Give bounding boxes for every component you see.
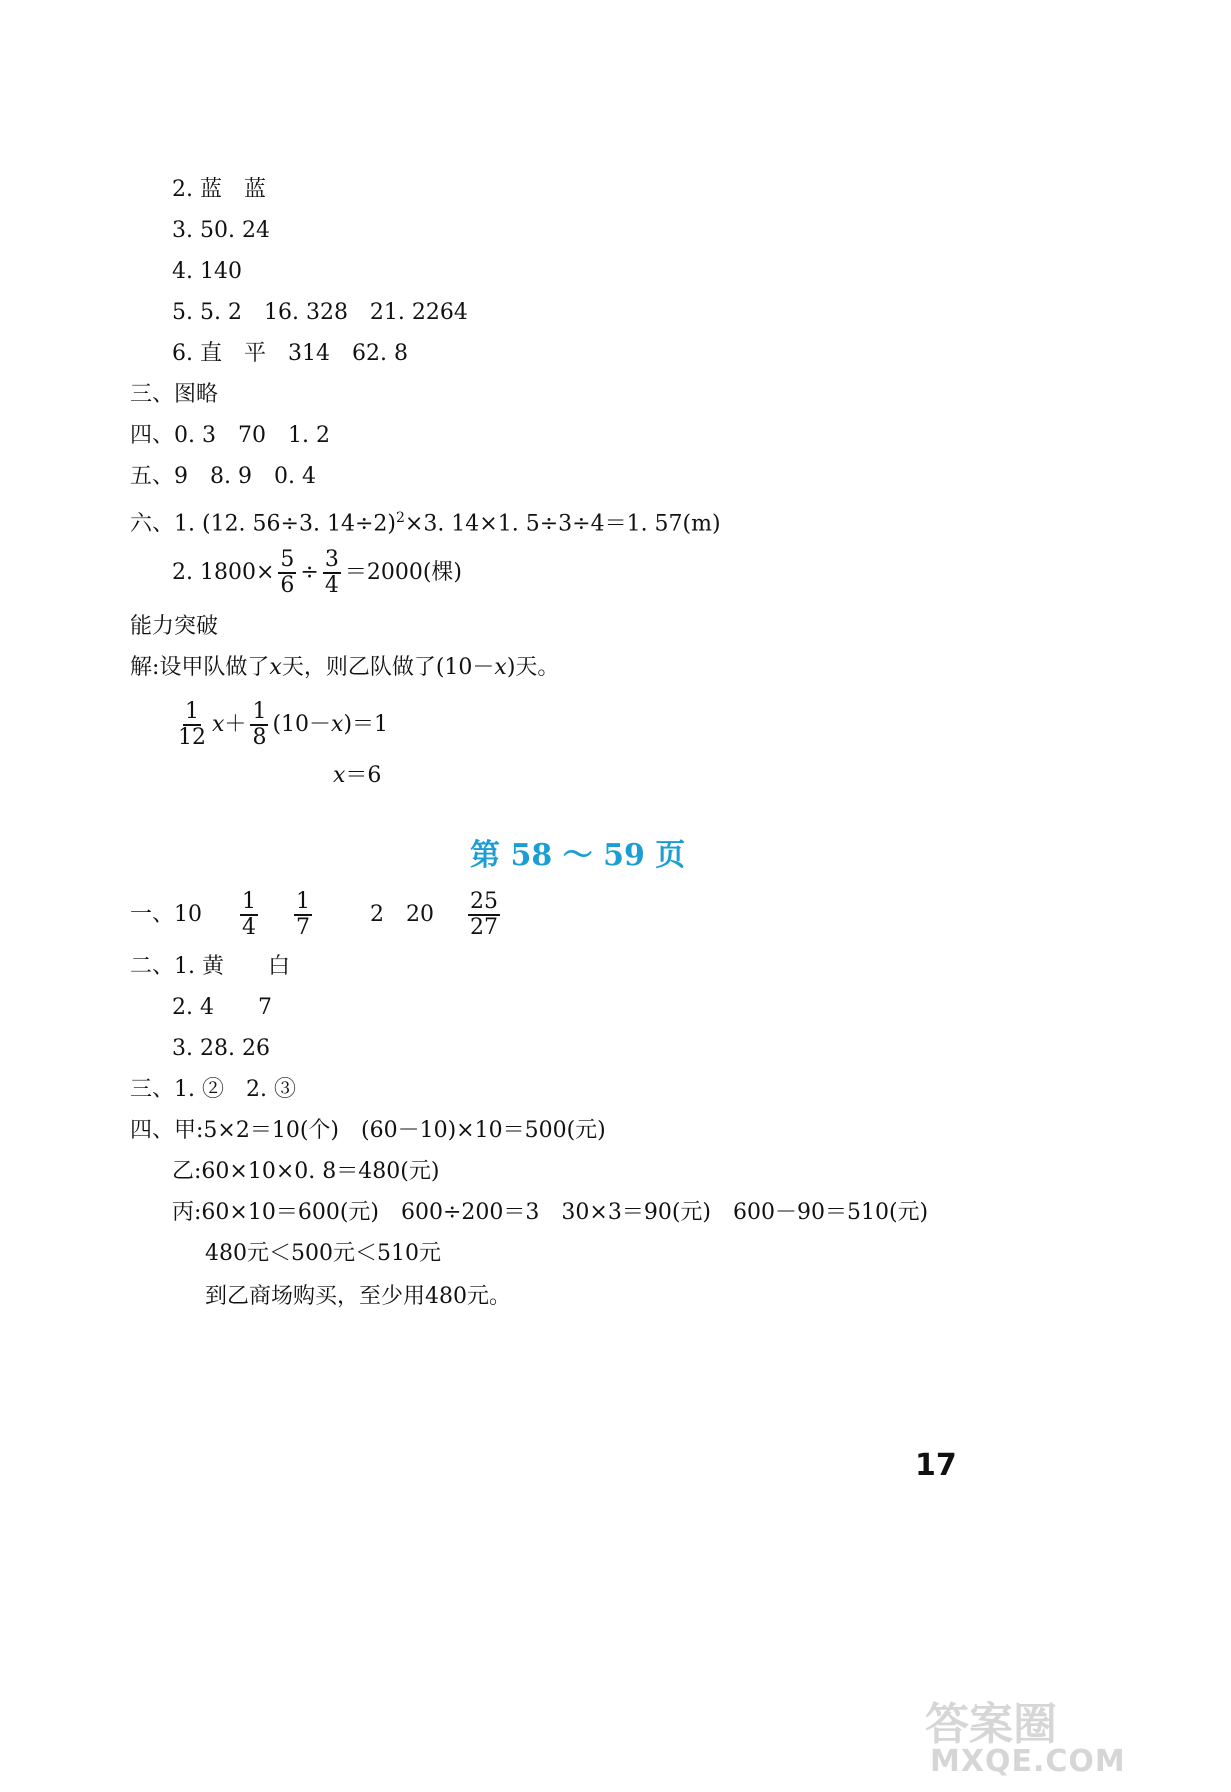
text: )天。	[506, 655, 560, 680]
numerator: 1	[296, 889, 310, 914]
text: 2 20	[370, 902, 434, 927]
denominator: 4	[324, 573, 339, 598]
text: ＝6	[345, 763, 382, 788]
watermark-logo: 答案圈	[925, 1699, 1057, 1750]
fraction	[176, 700, 208, 750]
answer-line-3: 3. 50. 24	[172, 218, 270, 243]
text: 天，则乙队做了(10－	[281, 655, 495, 680]
section-five: 五、9 8. 9 0. 4	[130, 464, 316, 489]
variable: x	[333, 763, 346, 788]
text: (10－	[272, 712, 332, 737]
page-range-heading: 第 58 ～ 59 页	[470, 838, 686, 873]
solution-result	[333, 762, 381, 790]
expr-part-c: ＝2000(棵)	[344, 560, 462, 585]
fraction	[294, 890, 312, 940]
option-yi: 乙:60×10×0. 8＝480(元)	[172, 1159, 440, 1184]
denominator: 12	[178, 725, 206, 750]
answer-line-4: 4. 140	[172, 259, 242, 284]
ability-section-title: 能力突破	[130, 614, 219, 639]
section-one	[130, 890, 504, 940]
section-two-item-2: 2. 4 7	[172, 995, 272, 1020]
text: 解:设甲队做了	[130, 655, 270, 680]
numerator: 1	[242, 889, 256, 914]
conclusion: 到乙商场购买，至少用480元。	[205, 1284, 511, 1309]
comparison: 480元＜500元＜510元	[205, 1241, 441, 1266]
fraction	[468, 890, 500, 940]
section-six-line-1	[130, 504, 721, 538]
numerator: 3	[324, 547, 339, 572]
section-three-bottom: 三、1. ② 2. ③	[130, 1077, 296, 1102]
answer-line-2: 2. 蓝 蓝	[172, 177, 266, 202]
section-six-line-2	[172, 548, 462, 598]
section-two-item-3: 3. 28. 26	[172, 1036, 270, 1061]
numerator: 5	[280, 547, 295, 572]
section-four-bottom: 四、甲:5×2＝10(个) (60－10)×10＝500(元)	[130, 1118, 606, 1143]
section-two: 二、1. 黄 白	[130, 954, 290, 979]
denominator: 7	[296, 915, 310, 940]
operator: ＋	[224, 712, 247, 737]
expr-part-a: 六、1. (12. 56÷3. 14÷2)	[130, 511, 396, 537]
page-number: 17	[915, 1448, 957, 1483]
expr-part-b: ×3. 14×1. 5÷3÷4＝1. 57(m)	[404, 511, 721, 537]
text: 一、10	[130, 902, 202, 927]
expr-part-a: 2. 1800×	[172, 560, 275, 585]
solution-intro	[130, 654, 559, 682]
exponent: 2	[395, 510, 405, 526]
numerator: 1	[185, 699, 199, 724]
fraction	[250, 700, 268, 750]
denominator: 27	[470, 915, 498, 940]
expr-part-b: ÷	[300, 560, 319, 585]
variable: x	[331, 712, 344, 737]
answer-line-5: 5. 5. 2 16. 328 21. 2264	[172, 300, 468, 325]
variable: x	[494, 655, 507, 680]
denominator: 6	[280, 573, 295, 598]
watermark-url: MXQE.COM	[930, 1744, 1126, 1779]
equation	[172, 700, 388, 750]
variable: x	[212, 712, 225, 737]
text: )＝1	[343, 712, 389, 737]
section-four: 四、0. 3 70 1. 2	[130, 423, 330, 448]
section-three: 三、图略	[130, 382, 219, 407]
fraction	[240, 890, 258, 940]
denominator: 8	[252, 725, 267, 750]
option-bing: 丙:60×10＝600(元) 600÷200＝3 30×3＝90(元) 600－90＝510(元)	[172, 1200, 929, 1225]
numerator: 1	[252, 699, 267, 724]
answer-line-6: 6. 直 平 314 62. 8	[172, 341, 408, 366]
fraction	[278, 548, 296, 598]
numerator: 25	[470, 889, 498, 914]
denominator: 4	[242, 915, 256, 940]
fraction	[323, 548, 341, 598]
variable: x	[269, 655, 282, 680]
